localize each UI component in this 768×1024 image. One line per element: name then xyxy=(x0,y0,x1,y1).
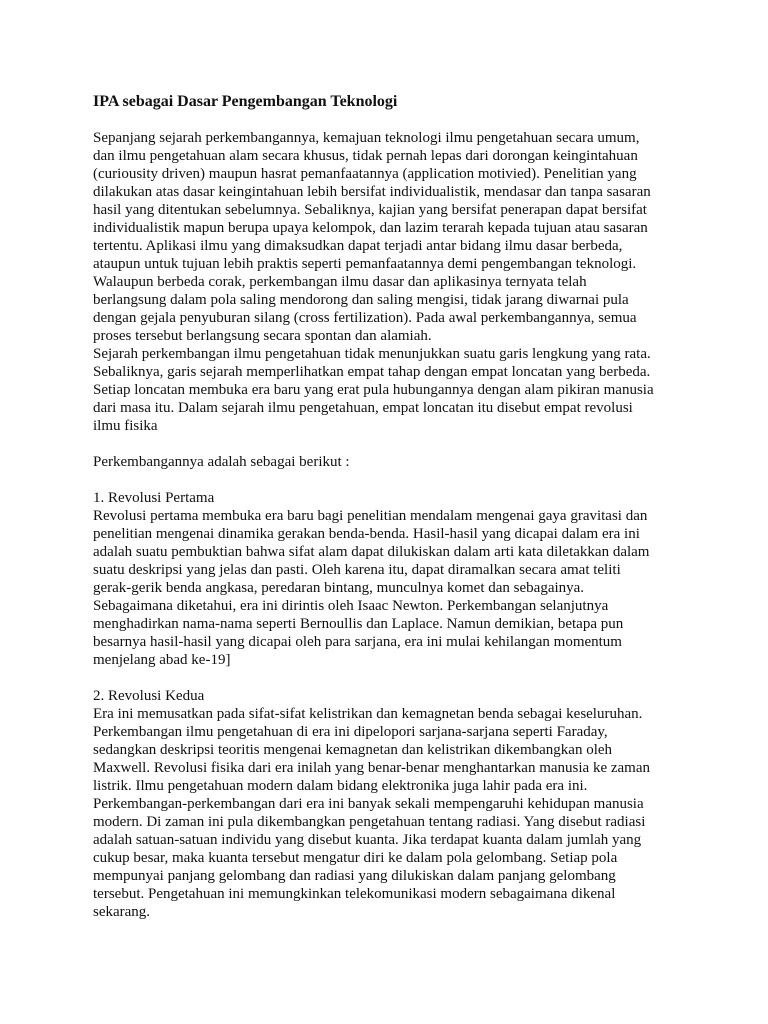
text-line: proses tersebut berlangsung secara spontan dan alamiah. xyxy=(93,328,432,344)
list-intro: Perkembangannya adalah sebagai berikut : xyxy=(93,454,350,470)
text-line: ilmu fisika xyxy=(93,418,158,434)
text-line: dari masa itu. Dalam sejarah ilmu pengetahuan, empat loncatan itu disebut empat revolusi xyxy=(93,400,633,416)
text-line: individualistik mapun berupa upaya kelompok, dan lazim terarah kepada tujuan atau sasaran xyxy=(93,220,648,236)
text-line: sekarang. xyxy=(93,904,151,920)
text-line: penelitian mengenai dinamika gerakan benda-benda. Hasil-hasil yang dicapai dalam era ini xyxy=(93,526,640,542)
paragraph-spacer xyxy=(93,669,683,687)
text-line: berlangsung dalam pola saling mendorong dan saling mengisi, tidak jarang diwarnai pula xyxy=(93,292,629,308)
text-line: adalah suatu pembuktian bahwa sifat alam dapat dilukiskan dalam arti kata diletakkan dalam xyxy=(93,544,650,560)
section-revolusi-kedua xyxy=(93,687,683,921)
text-line: menghadirkan nama-nama seperti Bernoullis dan Laplace. Namun demikian, betapa pun xyxy=(93,616,624,632)
text-line: suatu deskripsi yang jelas dan pasti. Oleh karena itu, dapat diramalkan secara amat teliti xyxy=(93,562,621,578)
text-line: Perkembangan-perkembangan dari era ini banyak sekali mempengaruhi kehidupan manusia xyxy=(93,796,644,812)
text-line: ataupun untuk tujuan lebih praktis seperti pemanfaatannya demi pengembangan teknologi. xyxy=(93,256,637,272)
text-line: Setiap loncatan membuka era baru yang erat pula hubungannya dengan alam pikiran manusia xyxy=(93,382,654,398)
section-heading: 1. Revolusi Pertama xyxy=(93,490,215,506)
text-line: menjelang abad ke-19] xyxy=(93,652,231,668)
intro-paragraph xyxy=(93,129,683,435)
text-line: Perkembangan ilmu pengetahuan di era ini dipelopori sarjana-sarjana seperti Faraday, xyxy=(93,724,608,740)
document-content xyxy=(93,93,683,921)
text-line: Sebaliknya, garis sejarah memperlihatkan empat tahap dengan empat loncatan yang berbeda. xyxy=(93,364,651,380)
paragraph-spacer xyxy=(93,471,683,489)
text-line: besarnya hasil-hasil yang dicapai oleh para sarjana, era ini mulai kehilangan momentum xyxy=(93,634,622,650)
text-line: Era ini memusatkan pada sifat-sifat kelistrikan dan kemagnetan benda sebagai keseluruhan. xyxy=(93,706,643,722)
text-line: dilakukan atas dasar keingintahuan lebih bersifat individualistik, mendasar dan tanpa sasaran xyxy=(93,184,651,200)
text-line: dengan gejala penyuburan silang (cross fertilization). Pada awal perkembangannya, semua xyxy=(93,310,637,326)
text-line: gerak-gerik benda angkasa, peredaran bintang, munculnya komet dan sebagainya. xyxy=(93,580,585,596)
text-line: adalah satuan-satuan individu yang disebut kuanta. Jika terdapat kuanta dalam jumlah yang xyxy=(93,832,642,848)
text-line: mempunyai panjang gelombang dan radiasi yang dilukiskan dalam panjang gelombang xyxy=(93,868,616,884)
text-line: tertentu. Aplikasi ilmu yang dimaksudkan dapat terjadi antar bidang ilmu dasar berbeda, xyxy=(93,238,623,254)
text-line: Maxwell. Revolusi fisika dari era inilah yang benar-benar menghantarkan manusia ke zaman xyxy=(93,760,650,776)
text-line: hasil yang ditentukan sebelumnya. Sebaliknya, kajian yang bersifat penerapan dapat bersifat xyxy=(93,202,647,218)
paragraph-spacer xyxy=(93,435,683,453)
text-line: dan ilmu pengetahuan alam secara khusus, tidak pernah lepas dari dorongan keingintahuan xyxy=(93,148,638,164)
text-line: Revolusi pertama membuka era baru bagi penelitian mendalam mengenai gaya gravitasi dan xyxy=(93,508,648,524)
text-line: Sepanjang sejarah perkembangannya, kemajuan teknologi ilmu pengetahuan secara umum, xyxy=(93,130,640,146)
text-line: (curiousity driven) maupun hasrat pemanfaatannya (application motivied). Penelitian yang xyxy=(93,166,637,182)
section-heading: 2. Revolusi Kedua xyxy=(93,688,205,704)
text-line: Sebagaimana diketahui, era ini dirintis oleh Isaac Newton. Perkembangan selanjutnya xyxy=(93,598,609,614)
section-revolusi-pertama xyxy=(93,489,683,669)
text-line: modern. Di zaman ini pula dikembangkan pengetahuan tentang radiasi. Yang disebut radiasi xyxy=(93,814,646,830)
text-line: listrik. Ilmu pengetahuan modern dalam bidang elektronika juga lahir pada era ini. xyxy=(93,778,588,794)
text-line: Sejarah perkembangan ilmu pengetahuan tidak menunjukkan suatu garis lengkung yang rata. xyxy=(93,346,651,362)
text-line: tersebut. Pengetahuan ini memungkinkan telekomunikasi modern sebagaimana dikenal xyxy=(93,886,616,902)
text-line: cukup besar, maka kuanta tersebut mengatur diri ke dalam pola gelombang. Setiap pola xyxy=(93,850,618,866)
document-title: IPA sebagai Dasar Pengembangan Teknologi xyxy=(93,93,398,110)
text-line: Walaupun berbeda corak, perkembangan ilmu dasar dan aplikasinya ternyata telah xyxy=(93,274,587,290)
text-line: sedangkan deskripsi teoritis mengenai kemagnetan dan kelistrikan dikembangkan oleh xyxy=(93,742,613,758)
